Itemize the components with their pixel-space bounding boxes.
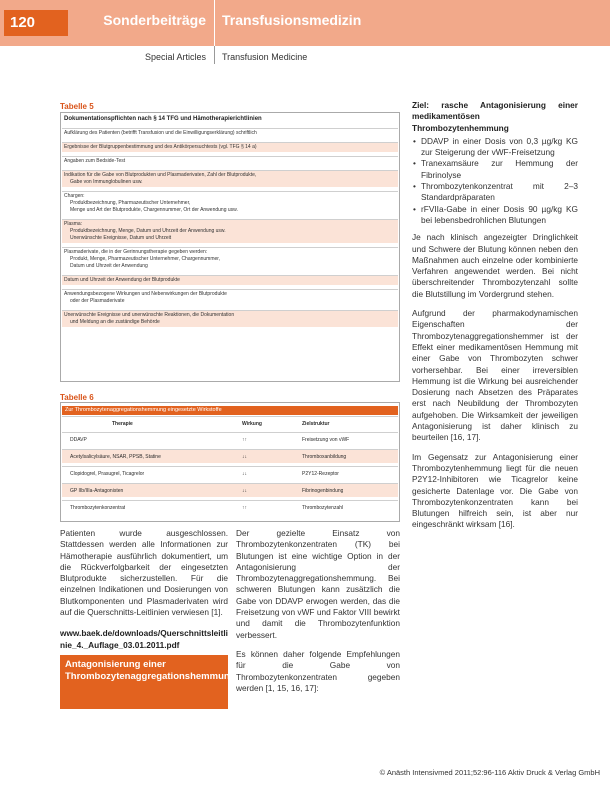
right-paragraph-2: Aufgrund der pharmakodynamischen Eigenschaften der Thrombozytenaggregationshemmer ist der Effekt einer medikamentösen Hemmung mit einer Gabe von Thrombozyten schwer vorhersehbar. Bei einer irreversiblen Hemmung ist die Wirkung bei ausreichender Dosierung nach Absetzen des Präparates erst nach Neubildung der Thrombozyten aufgehoben. Die Wirksamkeit der jeweiligen Antagonisierung ist daher klinisch zu beurteilen [16, 17]. [412,308,578,443]
table5-row [62,128,398,138]
right-paragraph-3: Im Gegensatz zur Antagonisierung einer Thrombozytenhemmung liegt für die neuen P2Y12-Inhibitoren wie Ticagrelor keine gesicherte Datenlage vor. Die Gabe von Thrombozytenkonzentraten kann bei Blutungen hilfreich sein, ist aber nur eingeschränkt wirksam [16]. [412,451,578,530]
left-column [60,528,228,651]
antagonization-heading-box: Antagonisierung einer Thrombozytenaggregationshemmung [60,655,228,709]
table5-row-line: Produktbezeichnung, Menge, Datum und Uhrzeit der Anwendung usw. [70,228,226,234]
table6-col-therapy: Therapie [112,421,133,427]
left-paragraph: Patienten wurde ausgeschlossen. Stattdessen werden alle Informationen zur Hämotherapie ausführlich dokumentiert, um die Rückverfolgbarkeit der eingesetzten Blutprodukte sicherzustellen. Für die einzelnen Indikationen und Dosierungen von Blutkomponenten und Plasmaderivaten wird auf die Querschnitts-Leitlinien verwiesen [1]. [60,528,228,618]
middle-paragraph-2: Es können daher folgende Empfehlungen für die Gabe von Thrombozytenkonzentraten gegeben werden [1, 15, 16, 17]: [236,648,400,693]
table5-row [62,156,398,166]
middle-column [236,528,400,694]
table6-cell-effect: ↑↑ [242,437,247,443]
table5-row-line: Produktbezeichnung, Pharmazeutischer Unternehmer, [70,200,191,206]
table5-row-line: Indikation für die Gabe von Blutprodukten und Plasmaderivaten, Zahl der Blutprodukte, [64,172,257,178]
table6-cell-therapy: DDAVP [70,437,87,443]
table6-title: Zur Thrombozytenaggregationshemmung eingesetzte Wirkstoffe [62,406,398,415]
section-title-en: Special Articles [144,52,206,62]
table5-row [62,191,398,215]
right-bullet-item: • Tranexamsäure zur Hemmung der Fibrinolyse [412,158,578,181]
table6-col-target: Zielstruktur [302,421,330,427]
table6-cell-effect: ↑↑ [242,505,247,511]
right-bullet-item: • DDAVP in einer Dosis von 0,3 µg/kg KG zur Steigerung der vWF-Freisetzung [412,136,578,159]
table5-row-line: Anwendungsbezogene Wirkungen und Nebenwirkungen der Blutprodukte [64,291,227,297]
right-bullet-item: • Thrombozytenkonzentrat mit 2–3 Standardpräparaten [412,181,578,204]
table5-row-line: Datum und Uhrzeit der Anwendung [70,263,148,269]
subheader-divider [214,46,215,64]
table5-row-line: Plasmaderivate, die in der Gerinnungstherapie gegeben werden: [64,249,208,255]
table5-row [62,170,398,187]
table5-row-line: Unerwünschte Ereignisse und unerwünschte Reaktionen, die Dokumentation [64,312,235,318]
table5-row-line: Unerwünschte Ereignisse, Datum und Uhrzeit [70,235,172,241]
table6-cell-effect: ↓↓ [242,471,247,477]
table5-row-line: Datum und Uhrzeit der Anwendung der Blutprodukte [64,277,180,283]
table6-row [62,500,398,514]
table5-row-line: und Meldung an die zuständige Behörde [70,319,160,325]
table6-cell-target: P2Y12-Rezeptor [302,471,339,477]
table6-col-effect: Wirkung [242,421,262,427]
table6-cell-therapy: Acetylsalicylsäure, NSAR, PPSB, Statine [70,454,161,460]
right-column [412,100,578,531]
header-divider [214,0,215,46]
table5-row [62,219,398,243]
table6-label: Tabelle 6 [60,393,94,402]
table5-row [62,275,398,285]
table6-cell-effect: ↓↓ [242,454,247,460]
table5-label: Tabelle 5 [60,102,94,111]
table6-cell-target: Thrombozytenzahl [302,505,344,511]
table5-row-line: Plasma: [64,221,83,227]
table6-cell-therapy: GP IIb/IIIa-Antagonisten [70,488,124,494]
table6-header-row [62,416,398,430]
table6-row [62,466,398,480]
middle-paragraph-1: Der gezielte Einsatz von Thrombozytenkonzentraten (TK) bei Blutungen ist eine wichtige Option in der Antagonisierung der Thrombozytenaggregationshemmung. Bei schweren Blutungen kann zusätzlich die Gabe von DDAVP erwogen werden, das die Freisetzung von vWF und Faktor VIII bewirkt und damit die Thrombozytenfunktion verbessert. [236,528,400,640]
table6-row [62,449,398,463]
table5-row-line: Chargen: [64,193,85,199]
table6-cell-therapy: Clopidogrel, Prasugrel, Ticagrelor [70,471,145,477]
topic-title-en: Transfusion Medicine [222,52,308,62]
table6-cell-target: Freisetzung von vWF [302,437,350,443]
table5-row [62,247,398,271]
section-title-de: Sonderbeiträge [103,12,206,28]
guideline-link[interactable]: www.baek.de/downloads/Querschnittsleitlinie_4._Auflage_03.01.2011.pdf [60,628,228,650]
table6-cell-effect: ↓↓ [242,488,247,494]
table5-heading: Dokumentationspflichten nach § 14 TFG und Hämotherapierichtlinien [64,116,262,122]
table6-cell-target: Fibrinogenbindung [302,488,344,494]
right-bullet-list [412,136,578,226]
table5-row-line: Ergebnisse der Blutgruppenbestimmung und des Antikörpersuchtests (vgl. TFG § 14 a) [64,144,257,150]
right-bullet-item: • rFVIIa-Gabe in einer Dosis 90 µg/kg KG bei lebensbedrohlichen Blutungen [412,204,578,227]
table5-row-line: Aufklärung des Patienten (betrifft Transfusion und die Einwilligungserklärung) schriftlich [64,130,257,136]
table6-row [62,432,398,446]
topic-title-de: Transfusionsmedizin [222,12,362,28]
right-paragraph-1: Je nach klinisch angezeigter Dringlichkeit und Schwere der Blutung können neben den Maßnahmen auch einzelne oder kombinierte Verfahren angewendet werden. Bei nicht überschreitender Thrombozytenzahl sollte die Blutstillung im Vordergrund stehen. [412,232,578,299]
table6-cell-target: Thromboxanbildung [302,454,347,460]
table6-row [62,483,398,497]
table5-row [62,289,398,306]
table5-row [62,142,398,152]
table5-row [62,310,398,327]
page-number: 120 [4,10,68,36]
right-heading: Ziel: rasche Antagonisierung einer medikamentösen Thrombozytenhemmung [412,100,578,133]
table6-cell-therapy: Thrombozytenkonzentrat [70,505,126,511]
page-footer: © Anästh Intensivmed 2011;52:96-116 Aktiv Druck & Verlag GmbH [379,768,600,777]
table5-row-line: Angaben zum Bedside-Test [64,158,126,164]
table5-row-line: Menge und Art der Blutprodukte, Chargennummer, Ort der Anwendung usw. [70,207,238,213]
table5-row-line: oder der Plasmaderivate [70,298,125,304]
page-header-band [0,0,610,46]
table5-row-line: Gabe von Immunglobulinen usw. [70,179,143,185]
table5-row-line: Produkt, Menge, Pharmazeutischer Unternehmer, Chargennummer, [70,256,221,262]
